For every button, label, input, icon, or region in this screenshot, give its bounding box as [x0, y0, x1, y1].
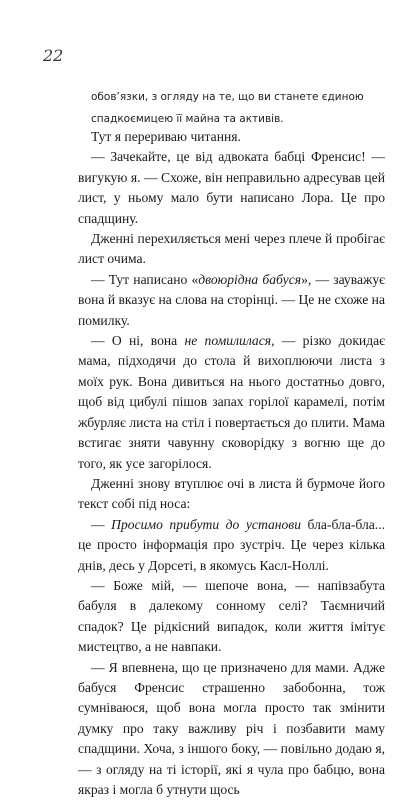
paragraph: Тут я перериваю читання.	[91, 129, 241, 144]
italic-phrase: двоюрідна бабуся	[198, 271, 302, 287]
body-text	[78, 127, 385, 800]
paragraph: — О ні, вона не помилилася, — різко докидає мама, підходячи до стола й вихоплюючи листа з моїх рук. Вона дивиться на нього достатньо довго, щоб від цибулі пішов запах горілої карамелі, потім жбурляє листа на стіл і повертається до плити. Мама встигає зняти чавунну сковорідку з вогню ще до того, як усе загорілося.	[78, 333, 385, 471]
paragraph: — Тут написано «двоюрідна бабуся», — зауважує вона й вказує на слова на сторінці. — Це не схоже на помилку.	[78, 271, 386, 328]
paragraph: Дженні перехиляється мені через плече й пробігає лист очима.	[78, 231, 385, 267]
paragraph: — Просимо прибути до установи бла-бла-бла... це просто інформація про зустріч. Це через кілька днів, десь у Дорсеті, в якомусь Касл-Ноллі.	[78, 516, 385, 573]
paragraph: — Боже мій, — шепоче вона, — напівзабута бабуля в далекому сонному селі? Таємничий спадок? Це рідкісний випадок, коли життя імітує мистецтво, а не навпаки.	[78, 577, 385, 655]
paragraph: Дженні знову втуплює очі в листа й бурмоче його текст собі під носа:	[78, 475, 385, 512]
page-number: 22	[43, 46, 64, 65]
paragraph: — Я впевнена, що це призначено для мами. Адже бабуся Френсис страшенно забобонна, тож сумніваюся, щоб вона могла просто так змінити думку про таку важливу річ і позбавити маму спадщини. Хоча, з іншого боку, — повільно додаю я, — з огляду на ті історії, які я чула про бабцю, вона якраз і могла б утнути щось	[78, 659, 385, 797]
italic-phrase: Просимо прибути до установи	[111, 516, 301, 532]
italic-phrase: не помилилася	[184, 333, 272, 349]
letter-excerpt: обов’язки, з огляду на те, що ви станете єдиною спадкоємицею її майна та активів.	[91, 91, 364, 125]
paragraph: — Зачекайте, це від адвоката бабці Френсис! — вигукую я. — Схоже, він неправильно адресував цей лист, у ньому мало бути написано Лора. Це про спадщину.	[78, 149, 385, 226]
